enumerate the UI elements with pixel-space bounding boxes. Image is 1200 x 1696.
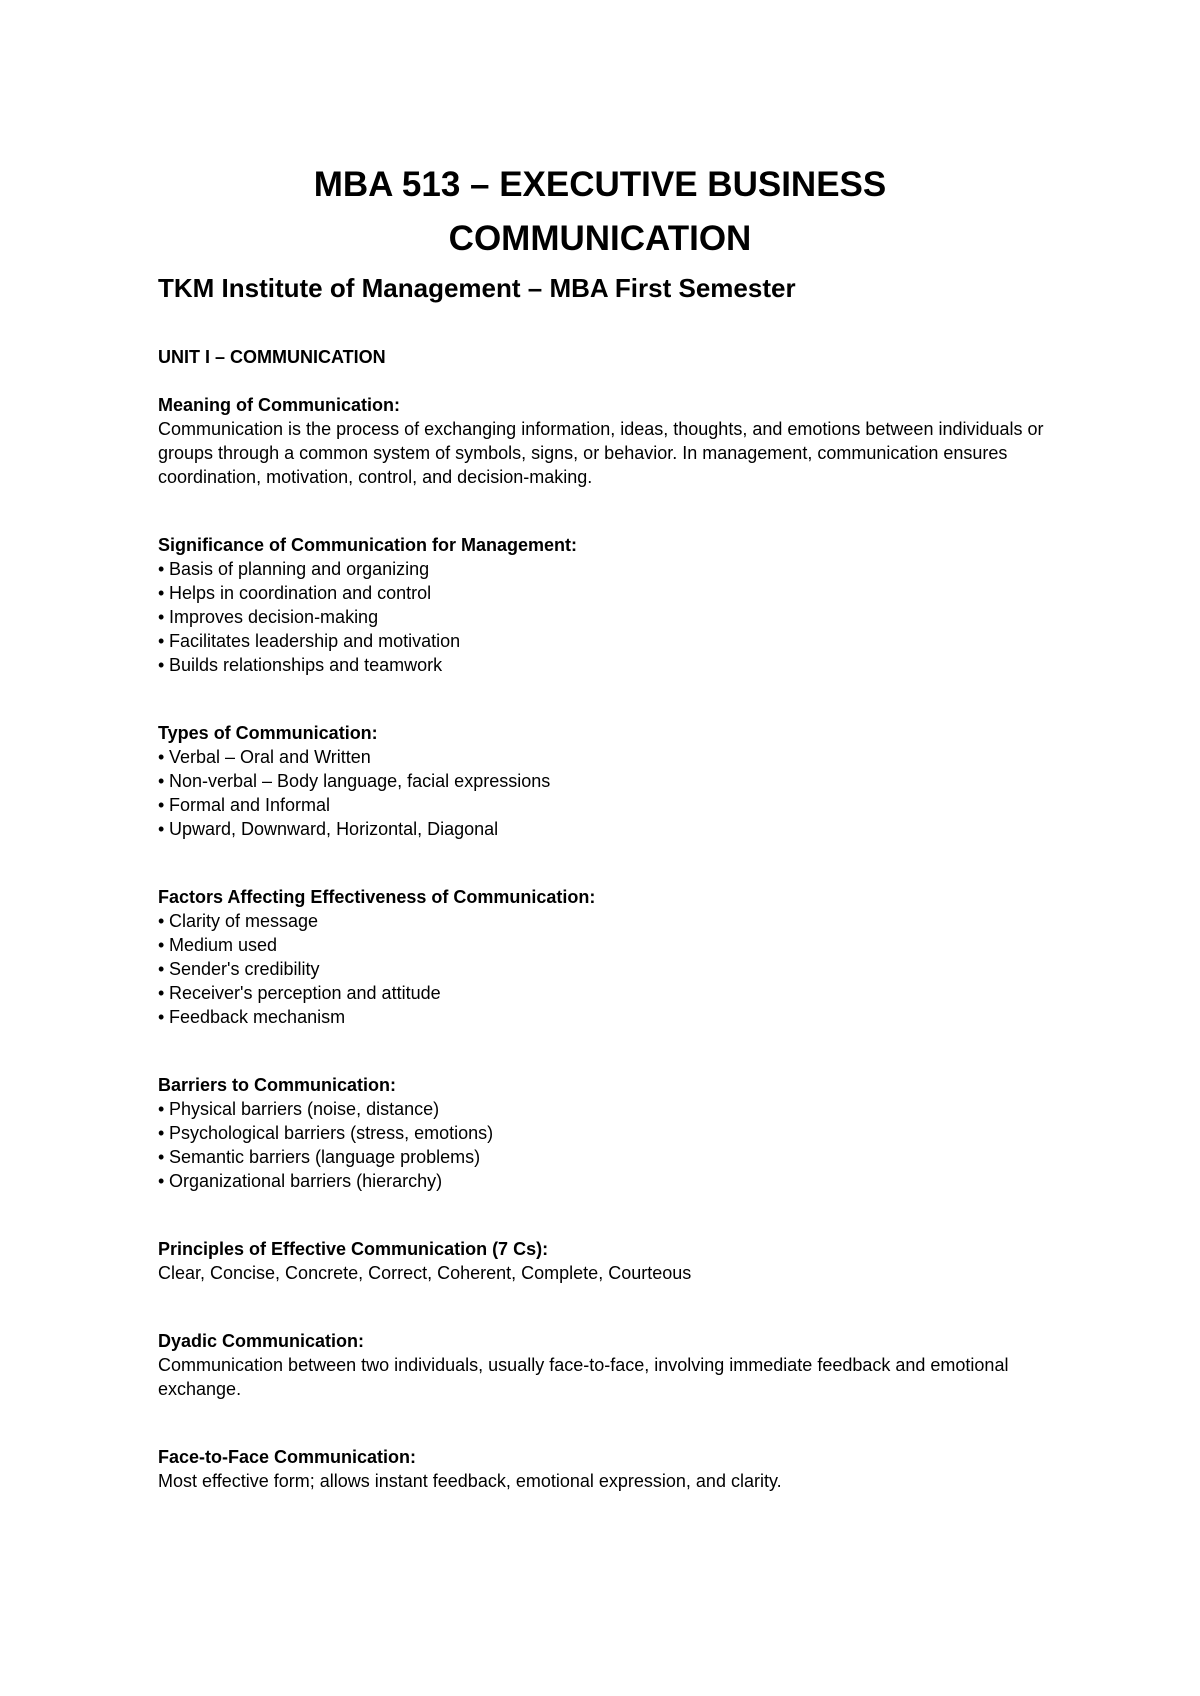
bullet-icon: •	[158, 771, 165, 791]
list-item	[158, 817, 1058, 841]
list-item	[158, 1097, 1058, 1121]
document-title-line-1: MBA 513 – EXECUTIVE BUSINESS	[313, 165, 887, 204]
list-item	[158, 1169, 1058, 1193]
list-item	[158, 557, 1058, 581]
list-item-text: Physical barriers (noise, distance)	[169, 1099, 440, 1119]
list-item	[158, 629, 1058, 653]
list-item-text: Helps in coordination and control	[169, 583, 432, 603]
list-item-text: Verbal – Oral and Written	[169, 747, 371, 767]
bullet-icon: •	[158, 819, 165, 839]
list-item-text: Improves decision-making	[169, 607, 379, 627]
list-item	[158, 793, 1058, 817]
bullet-icon: •	[158, 983, 165, 1003]
section-paragraph: Communication is the process of exchanging information, ideas, thoughts, and emotions between individuals or groups through a common system of symbols, signs, or behavior. In management, communication ensures coordination, motivation, control, and decision-making.	[158, 419, 1044, 487]
document-subtitle: TKM Institute of Management – MBA First Semester	[158, 273, 796, 303]
section-heading: Meaning of Communication:	[158, 395, 400, 415]
section-heading: Face-to-Face Communication:	[158, 1447, 417, 1467]
section	[158, 885, 1058, 1029]
section	[158, 1445, 1058, 1493]
bullet-list	[158, 557, 1058, 677]
bullet-icon: •	[158, 795, 165, 815]
section-paragraph: Most effective form; allows instant feedback, emotional expression, and clarity.	[158, 1471, 782, 1491]
list-item-text: Receiver's perception and attitude	[169, 983, 441, 1003]
list-item	[158, 1121, 1058, 1145]
document-title	[0, 158, 1200, 266]
list-item-text: Builds relationships and teamwork	[169, 655, 443, 675]
list-item	[158, 1145, 1058, 1169]
document-content	[158, 393, 1058, 1537]
section	[158, 1073, 1058, 1193]
bullet-icon: •	[158, 655, 165, 675]
list-item	[158, 909, 1058, 933]
bullet-icon: •	[158, 747, 165, 767]
bullet-icon: •	[158, 911, 165, 931]
list-item	[158, 957, 1058, 981]
list-item	[158, 1005, 1058, 1029]
bullet-icon: •	[158, 935, 165, 955]
section-paragraph: Communication between two individuals, usually face-to-face, involving immediate feedback and emotional exchange.	[158, 1355, 1009, 1399]
list-item-text: Psychological barriers (stress, emotions)	[169, 1123, 494, 1143]
section	[158, 393, 1058, 489]
list-item-text: Sender's credibility	[169, 959, 320, 979]
section-paragraph: Clear, Concise, Concrete, Correct, Coherent, Complete, Courteous	[158, 1263, 692, 1283]
bullet-icon: •	[158, 607, 165, 627]
list-item	[158, 745, 1058, 769]
section	[158, 1329, 1058, 1401]
bullet-icon: •	[158, 631, 165, 651]
bullet-icon: •	[158, 1147, 165, 1167]
section	[158, 721, 1058, 841]
list-item-text: Semantic barriers (language problems)	[169, 1147, 481, 1167]
section-heading: Dyadic Communication:	[158, 1331, 365, 1351]
section-heading: Types of Communication:	[158, 723, 378, 743]
list-item	[158, 581, 1058, 605]
section	[158, 1237, 1058, 1285]
section-heading: Barriers to Communication:	[158, 1075, 397, 1095]
list-item-text: Non-verbal – Body language, facial expressions	[169, 771, 551, 791]
bullet-icon: •	[158, 1007, 165, 1027]
list-item	[158, 981, 1058, 1005]
list-item-text: Feedback mechanism	[169, 1007, 346, 1027]
bullet-list	[158, 909, 1058, 1029]
bullet-icon: •	[158, 559, 165, 579]
section-heading: Factors Affecting Effectiveness of Communication:	[158, 887, 596, 907]
unit-heading: UNIT I – COMMUNICATION	[158, 347, 386, 367]
list-item-text: Facilitates leadership and motivation	[169, 631, 461, 651]
bullet-icon: •	[158, 959, 165, 979]
section	[158, 533, 1058, 677]
bullet-icon: •	[158, 1123, 165, 1143]
bullet-icon: •	[158, 583, 165, 603]
bullet-list	[158, 1097, 1058, 1193]
list-item	[158, 769, 1058, 793]
list-item-text: Upward, Downward, Horizontal, Diagonal	[169, 819, 499, 839]
list-item-text: Medium used	[169, 935, 278, 955]
list-item-text: Basis of planning and organizing	[169, 559, 430, 579]
list-item	[158, 933, 1058, 957]
document-title-line-2: COMMUNICATION	[448, 219, 752, 258]
list-item-text: Clarity of message	[169, 911, 319, 931]
section-heading: Significance of Communication for Management:	[158, 535, 578, 555]
bullet-list	[158, 745, 1058, 841]
section-heading: Principles of Effective Communication (7 Cs):	[158, 1239, 549, 1259]
bullet-icon: •	[158, 1171, 165, 1191]
list-item-text: Formal and Informal	[169, 795, 331, 815]
list-item	[158, 605, 1058, 629]
list-item-text: Organizational barriers (hierarchy)	[169, 1171, 443, 1191]
bullet-icon: •	[158, 1099, 165, 1119]
list-item	[158, 653, 1058, 677]
